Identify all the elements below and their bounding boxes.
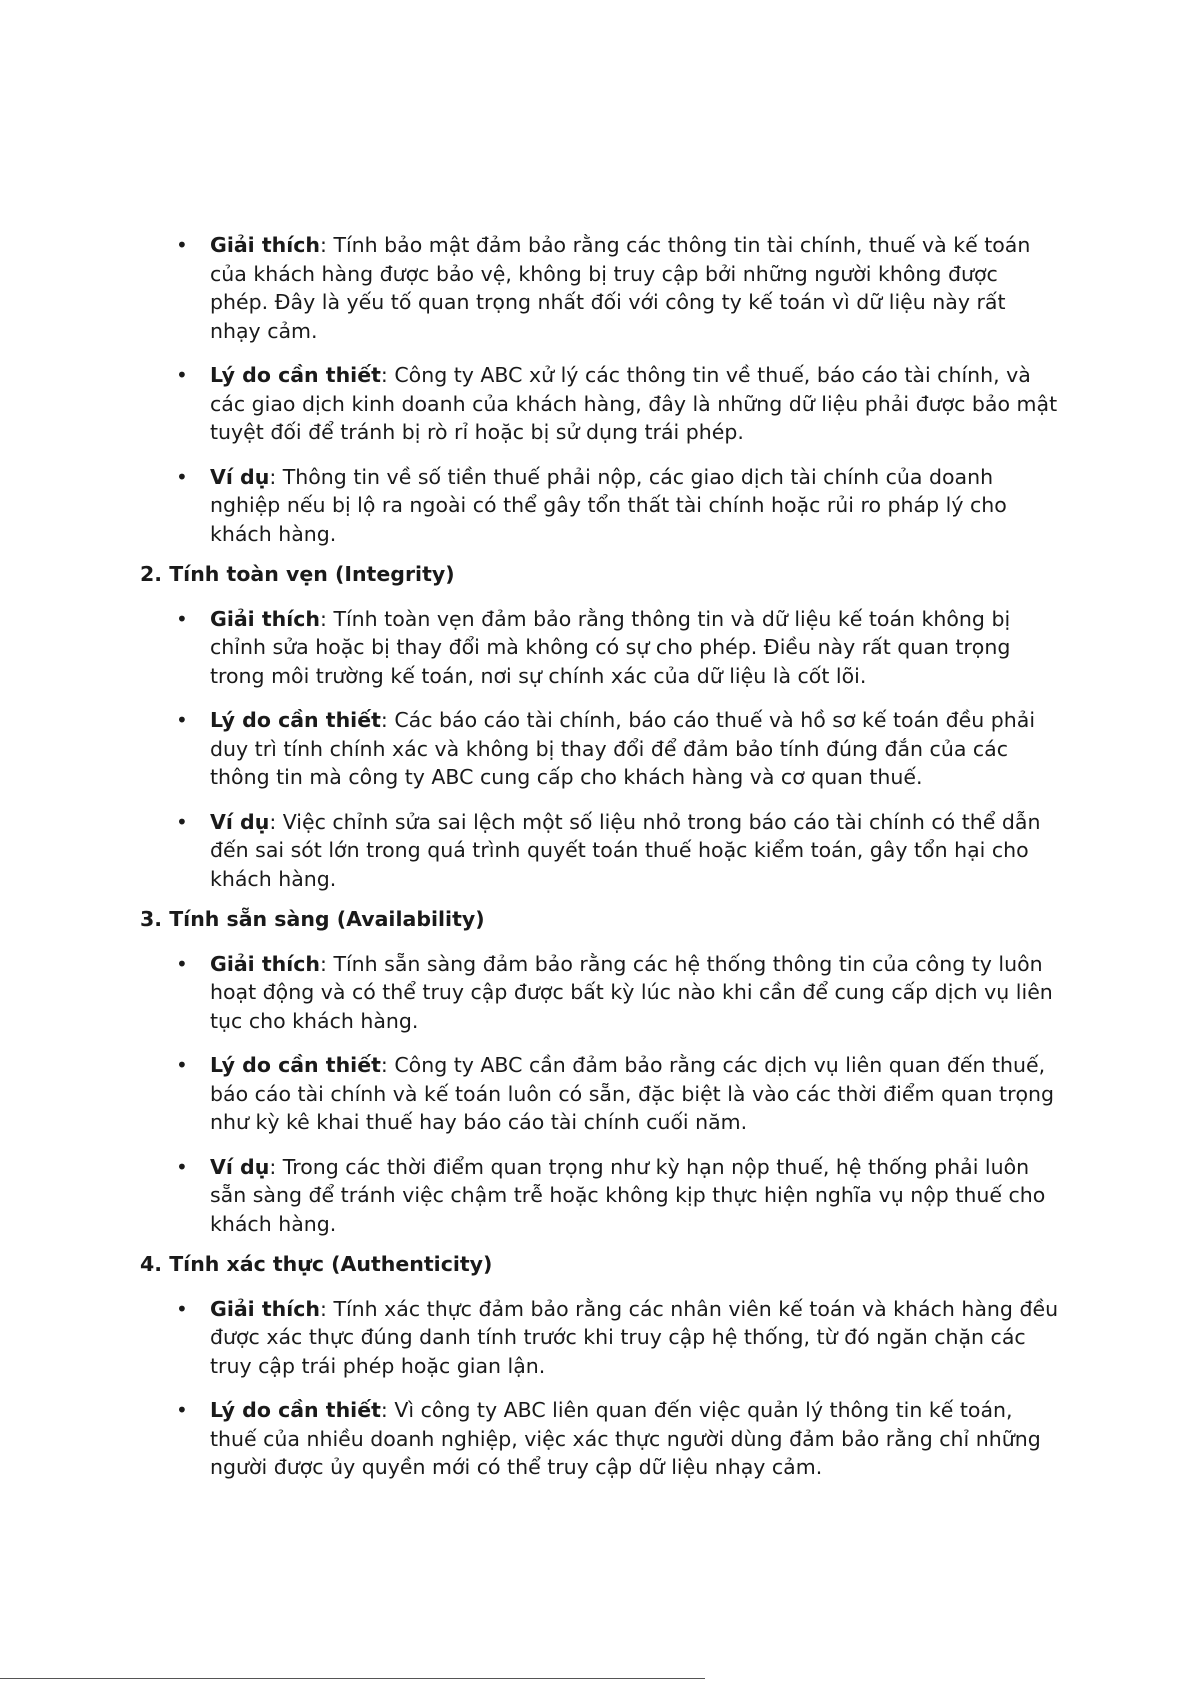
bullet-icon: • — [176, 233, 188, 257]
item-text: : Trong các thời điểm quan trọng như kỳ hạn nộp thuế, hệ thống phải luôn sẵn sàng để tránh việc chậm trễ hoặc không kịp thực hiện nghĩa vụ nộp thuế cho khách hàng. — [210, 1154, 1046, 1236]
list-item — [140, 950, 1060, 1036]
item-text: : Tính sẵn sàng đảm bảo rằng các hệ thống thông tin của công ty luôn hoạt động và có thể truy cập được bất kỳ lúc nào khi cần để cung cấp dịch vụ liên tục cho khách hàng. — [210, 951, 1053, 1033]
item-label: Giải thích — [210, 951, 321, 976]
list-item — [140, 231, 1060, 345]
list-item — [140, 706, 1060, 792]
list-item — [140, 463, 1060, 549]
list-item — [140, 605, 1060, 691]
list-item — [140, 1295, 1060, 1381]
item-label: Giải thích — [210, 606, 321, 631]
item-label: Lý do cần thiết — [210, 1398, 381, 1422]
item-text: : Tính bảo mật đảm bảo rằng các thông tin tài chính, thuế và kế toán của khách hàng được bảo vệ, không bị truy cập bởi những người không được phép. Đây là yếu tố quan trọng nhất đối với công ty kế toán vì dữ liệu này rất nhạy cảm. — [210, 233, 1031, 343]
document-body — [140, 231, 1060, 1498]
item-text: : Tính xác thực đảm bảo rằng các nhân viên kế toán và khách hàng đều được xác thực đúng danh tính trước khi truy cập hệ thống, từ đó ngăn chặn các truy cập trái phép hoặc gian lận. — [210, 1296, 1059, 1378]
bullet-icon: • — [176, 464, 188, 489]
bullet-icon: • — [176, 363, 188, 387]
bullet-icon: • — [176, 951, 188, 976]
page-bottom-rule — [0, 1678, 705, 1679]
bullet-icon: • — [176, 1053, 188, 1077]
item-text: : Thông tin về số tiền thuế phải nộp, các giao dịch tài chính của doanh nghiệp nếu bị lộ ra ngoài có thể gây tổn thất tài chính hoặc rủi ro pháp lý cho khách hàng. — [210, 464, 1007, 546]
section-heading-availability: 3. Tính sẵn sàng (Availability) — [140, 907, 485, 931]
item-label: Ví dụ — [210, 464, 270, 489]
list-item — [140, 1051, 1060, 1137]
bullet-icon: • — [176, 708, 188, 732]
item-text: : Công ty ABC cần đảm bảo rằng các dịch vụ liên quan đến thuế, báo cáo tài chính và kế toán luôn có sẵn, đặc biệt là vào các thời điểm quan trọng như kỳ kê khai thuế hay báo cáo tài chính cuối năm. — [210, 1053, 1055, 1134]
item-label: Lý do cần thiết — [210, 363, 381, 387]
item-text: : Các báo cáo tài chính, báo cáo thuế và hồ sơ kế toán đều phải duy trì tính chính xác và không bị thay đổi để đảm bảo tính đúng đắn của các thông tin mà công ty ABC cung cấp cho khách hàng và cơ quan thuế. — [210, 708, 1036, 789]
bullet-icon: • — [176, 1398, 188, 1422]
item-label: Ví dụ — [210, 809, 270, 834]
item-label: Lý do cần thiết — [210, 1053, 381, 1077]
list-item — [140, 808, 1060, 894]
authenticity-list — [140, 1295, 1060, 1482]
item-label: Giải thích — [210, 233, 321, 257]
item-text: : Công ty ABC xử lý các thông tin về thuế, báo cáo tài chính, và các giao dịch kinh doanh của khách hàng, đây là những dữ liệu phải được bảo mật tuyệt đối để tránh bị rò rỉ hoặc bị sử dụng trái phép. — [210, 363, 1058, 444]
bullet-icon: • — [176, 1296, 188, 1321]
item-label: Lý do cần thiết — [210, 708, 381, 732]
item-text: : Việc chỉnh sửa sai lệch một số liệu nhỏ trong báo cáo tài chính có thể dẫn đến sai sót lớn trong quá trình quyết toán thuế hoặc kiểm toán, gây tổn hại cho khách hàng. — [210, 809, 1041, 891]
item-text: : Vì công ty ABC liên quan đến việc quản lý thông tin kế toán, thuế của nhiều doanh nghiệp, việc xác thực người dùng đảm bảo rằng chỉ những người được ủy quyền mới có thể truy cập dữ liệu nhạy cảm. — [210, 1398, 1041, 1479]
item-text: : Tính toàn vẹn đảm bảo rằng thông tin và dữ liệu kế toán không bị chỉnh sửa hoặc bị thay đổi mà không có sự cho phép. Điều này rất quan trọng trong môi trường kế toán, nơi sự chính xác của dữ liệu là cốt lõi. — [210, 606, 1011, 688]
bullet-icon: • — [176, 606, 188, 631]
item-label: Ví dụ — [210, 1154, 270, 1179]
integrity-list — [140, 605, 1060, 894]
list-item — [140, 361, 1060, 447]
bullet-icon: • — [176, 809, 188, 834]
list-item — [140, 1153, 1060, 1239]
bullet-icon: • — [176, 1154, 188, 1179]
section-heading-authenticity: 4. Tính xác thực (Authenticity) — [140, 1252, 493, 1276]
confidentiality-list — [140, 231, 1060, 548]
section-heading-integrity: 2. Tính toàn vẹn (Integrity) — [140, 562, 455, 586]
item-label: Giải thích — [210, 1296, 321, 1321]
availability-list — [140, 950, 1060, 1239]
list-item — [140, 1396, 1060, 1482]
